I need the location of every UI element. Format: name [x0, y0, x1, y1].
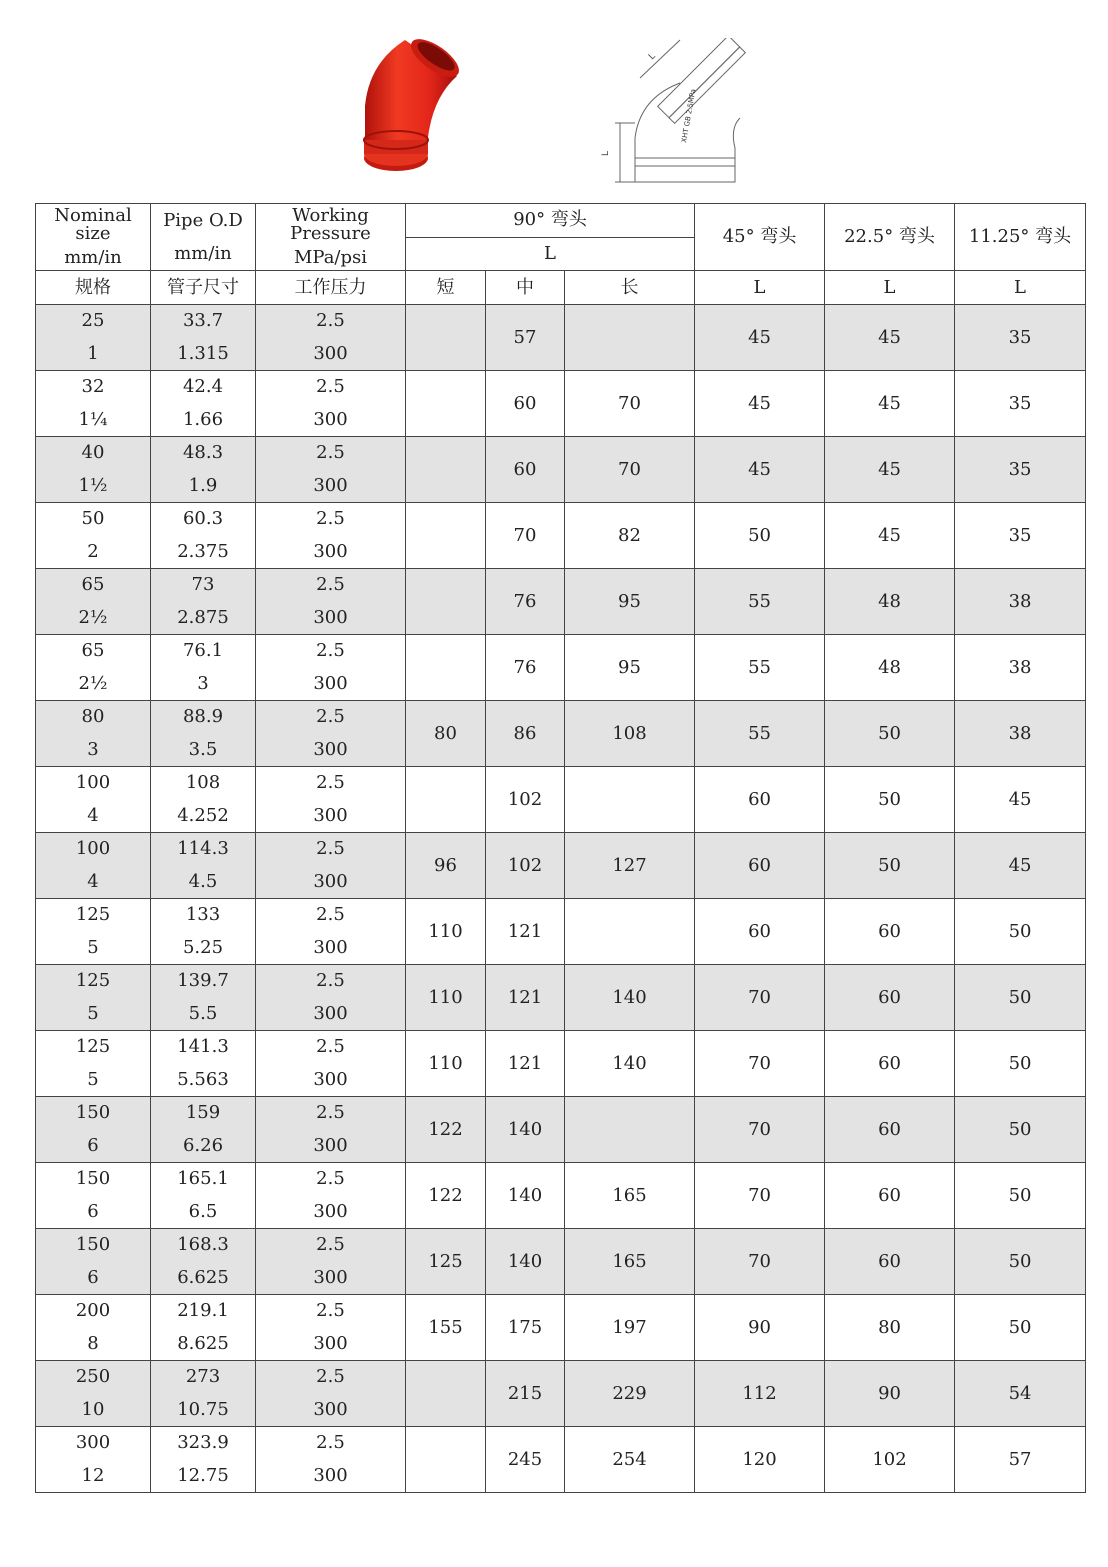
header-L45: L [695, 271, 825, 305]
cell-90-short: 122 [406, 1163, 486, 1229]
cell-90-long [565, 1097, 695, 1163]
table-row [36, 635, 1086, 701]
table-row [36, 1229, 1086, 1295]
cell-45-L: 45 [695, 437, 825, 503]
cell-22-5-L: 60 [825, 899, 955, 965]
cell-11-25-L: 38 [955, 569, 1086, 635]
cell-90-short: 155 [406, 1295, 486, 1361]
header-nominal-size: Nominal size mm/in [36, 204, 151, 271]
cell-11-25-L: 50 [955, 899, 1086, 965]
product-figures [0, 0, 1108, 200]
cell-90-long: 70 [565, 371, 695, 437]
cell-90-long [565, 899, 695, 965]
table-row [36, 1163, 1086, 1229]
cell-working-pressure: 2.5 300 [256, 965, 406, 1031]
cell-90-mid: 140 [486, 1229, 565, 1295]
cell-11-25-L: 50 [955, 1295, 1086, 1361]
cell-11-25-L: 35 [955, 503, 1086, 569]
cell-22-5-L: 45 [825, 503, 955, 569]
cell-90-mid: 76 [486, 569, 565, 635]
cell-90-mid: 57 [486, 305, 565, 371]
cell-pipe-od: 33.7 1.315 [151, 305, 256, 371]
cell-11-25-L: 50 [955, 1229, 1086, 1295]
cell-90-long: 70 [565, 437, 695, 503]
table-row [36, 701, 1086, 767]
table-row [36, 1427, 1086, 1493]
header-pipe-cn: 管子尺寸 [151, 271, 256, 305]
cell-11-25-L: 38 [955, 635, 1086, 701]
table-row [36, 767, 1086, 833]
cell-working-pressure: 2.5 300 [256, 1229, 406, 1295]
cell-working-pressure: 2.5 300 [256, 569, 406, 635]
cell-pipe-od: 323.9 12.75 [151, 1427, 256, 1493]
cell-pipe-od: 139.7 5.5 [151, 965, 256, 1031]
cell-working-pressure: 2.5 300 [256, 1163, 406, 1229]
cell-90-long: 82 [565, 503, 695, 569]
header-L1125: L [955, 271, 1086, 305]
cell-45-L: 55 [695, 635, 825, 701]
cell-11-25-L: 35 [955, 437, 1086, 503]
cell-pipe-od: 48.3 1.9 [151, 437, 256, 503]
cell-22-5-L: 90 [825, 1361, 955, 1427]
dim-label-diagonal: L [647, 51, 658, 63]
cell-working-pressure: 2.5 300 [256, 305, 406, 371]
cell-90-short: 110 [406, 965, 486, 1031]
table-row [36, 1361, 1086, 1427]
cell-45-L: 45 [695, 305, 825, 371]
cell-22-5-L: 60 [825, 1163, 955, 1229]
cell-90-mid: 60 [486, 437, 565, 503]
cell-nominal-size: 125 5 [36, 965, 151, 1031]
cell-90-short: 122 [406, 1097, 486, 1163]
cell-pipe-od: 165.1 6.5 [151, 1163, 256, 1229]
cell-pipe-od: 88.9 3.5 [151, 701, 256, 767]
cell-90-mid: 140 [486, 1163, 565, 1229]
cell-pipe-od: 60.3 2.375 [151, 503, 256, 569]
cell-45-L: 70 [695, 1031, 825, 1097]
cell-11-25-L: 35 [955, 371, 1086, 437]
elbow-marking: XHT GB 2.5MPa [680, 88, 698, 144]
cell-90-mid: 215 [486, 1361, 565, 1427]
cell-working-pressure: 2.5 300 [256, 1031, 406, 1097]
cell-working-pressure: 2.5 300 [256, 371, 406, 437]
cell-11-25-L: 38 [955, 701, 1086, 767]
cell-11-25-L: 45 [955, 767, 1086, 833]
cell-90-mid: 86 [486, 701, 565, 767]
cell-45-L: 70 [695, 965, 825, 1031]
cell-pipe-od: 273 10.75 [151, 1361, 256, 1427]
cell-pipe-od: 168.3 6.625 [151, 1229, 256, 1295]
table-row [36, 899, 1086, 965]
cell-45-L: 50 [695, 503, 825, 569]
cell-22-5-L: 102 [825, 1427, 955, 1493]
cell-22-5-L: 50 [825, 833, 955, 899]
cell-45-L: 120 [695, 1427, 825, 1493]
cell-nominal-size: 150 6 [36, 1229, 151, 1295]
cell-90-short [406, 305, 486, 371]
cell-90-mid: 102 [486, 767, 565, 833]
header-elbow-11-25: 11.25° 弯头 [955, 204, 1086, 271]
cell-45-L: 70 [695, 1097, 825, 1163]
table-row [36, 503, 1086, 569]
table-header [36, 204, 1086, 305]
cell-nominal-size: 250 10 [36, 1361, 151, 1427]
cell-nominal-size: 25 1 [36, 305, 151, 371]
cell-90-long [565, 305, 695, 371]
cell-11-25-L: 35 [955, 305, 1086, 371]
dim-label-vertical: L [601, 150, 611, 156]
table-body [36, 305, 1086, 1493]
cell-90-short [406, 1361, 486, 1427]
cell-90-short [406, 1427, 486, 1493]
cell-pipe-od: 73 2.875 [151, 569, 256, 635]
cell-nominal-size: 150 6 [36, 1097, 151, 1163]
cell-nominal-size: 200 8 [36, 1295, 151, 1361]
cell-working-pressure: 2.5 300 [256, 1295, 406, 1361]
cell-45-L: 70 [695, 1229, 825, 1295]
cell-working-pressure: 2.5 300 [256, 635, 406, 701]
cell-22-5-L: 45 [825, 437, 955, 503]
header-pipe-od: Pipe O.D mm/in [151, 204, 256, 271]
cell-nominal-size: 80 3 [36, 701, 151, 767]
cell-nominal-size: 100 4 [36, 767, 151, 833]
cell-90-mid: 102 [486, 833, 565, 899]
cell-90-long: 165 [565, 1229, 695, 1295]
header-nominal-cn: 规格 [36, 271, 151, 305]
cell-90-mid: 76 [486, 635, 565, 701]
header-pressure-cn: 工作压力 [256, 271, 406, 305]
cell-22-5-L: 60 [825, 1229, 955, 1295]
cell-22-5-L: 50 [825, 767, 955, 833]
table-row [36, 305, 1086, 371]
cell-90-short [406, 371, 486, 437]
cell-90-mid: 245 [486, 1427, 565, 1493]
table-row [36, 1031, 1086, 1097]
cell-working-pressure: 2.5 300 [256, 437, 406, 503]
cell-22-5-L: 50 [825, 701, 955, 767]
cell-11-25-L: 50 [955, 1097, 1086, 1163]
cell-45-L: 60 [695, 899, 825, 965]
table-row [36, 965, 1086, 1031]
cell-pipe-od: 159 6.26 [151, 1097, 256, 1163]
cell-90-long: 108 [565, 701, 695, 767]
cell-90-short: 110 [406, 899, 486, 965]
cell-22-5-L: 45 [825, 305, 955, 371]
cell-11-25-L: 45 [955, 833, 1086, 899]
header-L225: L [825, 271, 955, 305]
cell-working-pressure: 2.5 300 [256, 833, 406, 899]
header-elbow-22-5: 22.5° 弯头 [825, 204, 955, 271]
cell-pipe-od: 141.3 5.563 [151, 1031, 256, 1097]
header-short: 短 [406, 271, 486, 305]
cell-11-25-L: 57 [955, 1427, 1086, 1493]
cell-45-L: 90 [695, 1295, 825, 1361]
cell-22-5-L: 48 [825, 635, 955, 701]
cell-45-L: 55 [695, 701, 825, 767]
cell-90-long: 127 [565, 833, 695, 899]
table-row [36, 1097, 1086, 1163]
cell-90-mid: 121 [486, 965, 565, 1031]
header-mid: 中 [486, 271, 565, 305]
cell-22-5-L: 60 [825, 1097, 955, 1163]
elbow-spec-table [35, 203, 1086, 1493]
cell-11-25-L: 54 [955, 1361, 1086, 1427]
cell-nominal-size: 150 6 [36, 1163, 151, 1229]
cell-working-pressure: 2.5 300 [256, 1361, 406, 1427]
cell-pipe-od: 219.1 8.625 [151, 1295, 256, 1361]
cell-pipe-od: 42.4 1.66 [151, 371, 256, 437]
header-working-pressure: Working Pressure MPa/psi [256, 204, 406, 271]
cell-90-mid: 140 [486, 1097, 565, 1163]
cell-11-25-L: 50 [955, 1031, 1086, 1097]
cell-45-L: 60 [695, 767, 825, 833]
cell-22-5-L: 60 [825, 965, 955, 1031]
cell-11-25-L: 50 [955, 1163, 1086, 1229]
table-row [36, 437, 1086, 503]
header-elbow-90: 90° 弯头 [406, 204, 695, 238]
cell-nominal-size: 32 1¼ [36, 371, 151, 437]
cell-90-short: 80 [406, 701, 486, 767]
cell-90-long: 197 [565, 1295, 695, 1361]
cell-working-pressure: 2.5 300 [256, 1097, 406, 1163]
cell-working-pressure: 2.5 300 [256, 503, 406, 569]
cell-nominal-size: 300 12 [36, 1427, 151, 1493]
table-row [36, 569, 1086, 635]
cell-90-mid: 121 [486, 899, 565, 965]
cell-90-short [406, 635, 486, 701]
cell-90-long: 140 [565, 1031, 695, 1097]
cell-working-pressure: 2.5 300 [256, 701, 406, 767]
cell-nominal-size: 125 5 [36, 1031, 151, 1097]
header-long: 长 [565, 271, 695, 305]
cell-90-mid: 60 [486, 371, 565, 437]
table-row [36, 1295, 1086, 1361]
cell-11-25-L: 50 [955, 965, 1086, 1031]
cell-90-short [406, 569, 486, 635]
cell-22-5-L: 48 [825, 569, 955, 635]
table-row [36, 833, 1086, 899]
cell-pipe-od: 133 5.25 [151, 899, 256, 965]
cell-nominal-size: 40 1½ [36, 437, 151, 503]
table-row [36, 371, 1086, 437]
cell-90-long: 229 [565, 1361, 695, 1427]
cell-90-short [406, 437, 486, 503]
cell-45-L: 60 [695, 833, 825, 899]
red-elbow-photo [355, 28, 495, 188]
cell-90-long: 95 [565, 635, 695, 701]
cell-90-long [565, 767, 695, 833]
cell-45-L: 70 [695, 1163, 825, 1229]
cell-nominal-size: 65 2½ [36, 569, 151, 635]
cell-45-L: 45 [695, 371, 825, 437]
cell-90-short: 110 [406, 1031, 486, 1097]
cell-nominal-size: 125 5 [36, 899, 151, 965]
header-elbow-90-L: L [406, 237, 695, 271]
cell-22-5-L: 80 [825, 1295, 955, 1361]
cell-90-long: 254 [565, 1427, 695, 1493]
cell-90-short: 96 [406, 833, 486, 899]
cell-22-5-L: 45 [825, 371, 955, 437]
cell-90-long: 165 [565, 1163, 695, 1229]
cell-90-mid: 175 [486, 1295, 565, 1361]
cell-90-mid: 121 [486, 1031, 565, 1097]
cell-90-short [406, 767, 486, 833]
elbow-dimension-drawing [600, 38, 770, 198]
header-elbow-45: 45° 弯头 [695, 204, 825, 271]
cell-22-5-L: 60 [825, 1031, 955, 1097]
cell-working-pressure: 2.5 300 [256, 767, 406, 833]
cell-nominal-size: 100 4 [36, 833, 151, 899]
cell-45-L: 55 [695, 569, 825, 635]
cell-90-long: 140 [565, 965, 695, 1031]
cell-working-pressure: 2.5 300 [256, 1427, 406, 1493]
cell-nominal-size: 65 2½ [36, 635, 151, 701]
cell-pipe-od: 108 4.252 [151, 767, 256, 833]
cell-90-short: 125 [406, 1229, 486, 1295]
cell-working-pressure: 2.5 300 [256, 899, 406, 965]
cell-nominal-size: 50 2 [36, 503, 151, 569]
cell-90-short [406, 503, 486, 569]
cell-45-L: 112 [695, 1361, 825, 1427]
cell-pipe-od: 76.1 3 [151, 635, 256, 701]
cell-90-long: 95 [565, 569, 695, 635]
cell-90-mid: 70 [486, 503, 565, 569]
cell-pipe-od: 114.3 4.5 [151, 833, 256, 899]
